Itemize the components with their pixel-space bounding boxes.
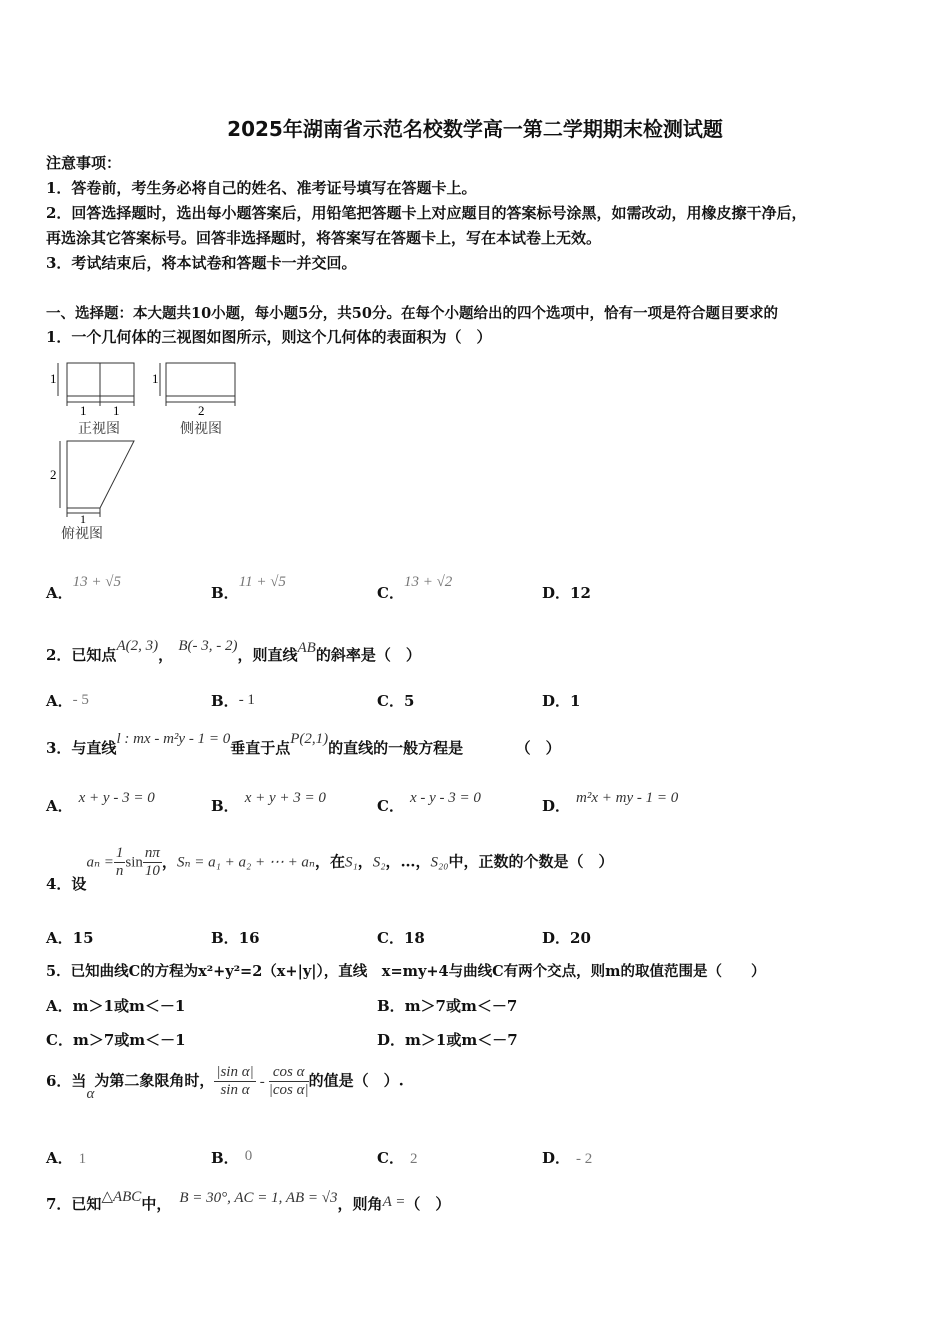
q4-s1: S₁	[345, 854, 358, 871]
front-dim-right: 1	[113, 403, 120, 418]
q6-fraction-2: $\frac{\text{cos α}}{\text{|cos α|}}$	[268, 1064, 309, 1098]
q5-option-d[interactable]: D．m＞1或m＜－7	[377, 1031, 518, 1049]
q6-stem: 6．当α为第二象限角时， $\frac{\text{|sin α|}}{\text{sin α}}$ - $\frac{\text{cos α}}{\text{|cos α|}}$ 的值是（ ）.	[46, 1064, 404, 1102]
q3-option-d[interactable]: D． m²x + my - 1 = 0	[542, 790, 679, 815]
q4-option-d-value: 20	[570, 929, 591, 947]
q4-option-c-value: 18	[403, 929, 425, 947]
side-view	[160, 363, 235, 406]
q2-point-b: B(- 3, - 2)	[178, 638, 238, 654]
q2-option-c[interactable]: C．5	[377, 692, 415, 710]
q4-s2: S₂	[372, 854, 386, 871]
q1-option-c[interactable]: C．13 + √2	[377, 574, 453, 602]
front-dim-height: 1	[50, 371, 57, 386]
q2-option-a-value: - 5	[72, 692, 89, 708]
q2-option-d[interactable]: D．1	[542, 692, 581, 710]
top-view	[60, 441, 134, 517]
top-dim-bottom: 1	[80, 512, 86, 526]
q5-option-d-value: m＞1或m＜－7	[405, 1031, 518, 1049]
q3-option-c-value: x - y - 3 = 0	[409, 790, 481, 806]
q2-stem: 2．已知点A(2, 3)， B(- 3, - 2)，则直线AB的斜率是（ ）	[46, 638, 421, 664]
top-dim-height: 2	[50, 467, 57, 482]
q4-fraction-npi10: $\frac{n\pi}{10}$	[144, 845, 160, 879]
q4-option-a[interactable]: A．15	[46, 929, 94, 947]
q6-option-a[interactable]: A． 1	[46, 1149, 87, 1167]
side-dim-width: 2	[198, 403, 205, 418]
q6-option-c[interactable]: C． 2	[377, 1149, 418, 1167]
q7-triangle: △ABC	[101, 1189, 142, 1205]
q4-stem: 4．设aₙ = $\frac{1}{n}$ sin $\frac{n\pi}{10}$ ，Sₙ = a₁ + a₂ + ⋯ + aₙ，在S₁，S₂，…，S₂₀中，正数的个数是（ ）	[46, 845, 614, 893]
q6-option-b-value: 0	[244, 1148, 253, 1164]
q2-option-a[interactable]: A．- 5	[46, 692, 89, 710]
q1-stem: 1．一个几何体的三视图如图所示，则这个几何体的表面积为（ ）	[46, 328, 492, 346]
q3-option-b[interactable]: B． x + y + 3 = 0	[211, 790, 326, 815]
q2-line: AB	[297, 640, 316, 656]
front-view	[58, 363, 134, 406]
q1-option-b[interactable]: B．11 + √5	[211, 574, 286, 602]
q1-option-c-value: 13 + √2	[403, 574, 453, 590]
q5-option-a-value: m＞1或m＜－1	[72, 997, 186, 1015]
q6-option-b[interactable]: B． 0	[211, 1148, 253, 1167]
q5-option-a[interactable]: A．m＞1或m＜－1	[46, 997, 186, 1015]
q3-option-a[interactable]: A． x + y - 3 = 0	[46, 790, 155, 815]
front-dim-left: 1	[80, 403, 87, 418]
q3-option-a-value: x + y - 3 = 0	[78, 790, 155, 806]
q5-option-c-value: m＞7或m＜－1	[72, 1031, 186, 1049]
q7-angle: A =	[382, 1194, 406, 1210]
q1-option-d-value: 12	[570, 584, 591, 602]
q1-option-a[interactable]: A．13 + √5	[46, 574, 121, 602]
q6-option-d-value: - 2	[576, 1151, 593, 1167]
q2-point-a: A(2, 3)	[116, 638, 159, 654]
q3-option-c[interactable]: C． x - y - 3 = 0	[377, 790, 481, 815]
q2-option-b-value: - 1	[238, 692, 255, 708]
q4-option-b-value: 16	[238, 929, 260, 947]
q3-point: P(2,1)	[290, 731, 329, 747]
q5-option-b-value: m＞7或m＜－7	[404, 997, 518, 1015]
q7-stem: 7．已知△ABC中， B = 30°, AC = 1, AB = √3，则角A =（ ）	[46, 1189, 451, 1213]
q2-option-c-value: 5	[403, 692, 415, 710]
q4-option-b[interactable]: B．16	[211, 929, 260, 947]
q4-option-d[interactable]: D．20	[542, 929, 591, 947]
q5-option-c[interactable]: C．m＞7或m＜－1	[46, 1031, 186, 1049]
q3-option-b-value: x + y + 3 = 0	[244, 790, 326, 806]
front-view-label: 正视图	[78, 422, 120, 437]
q5-option-b[interactable]: B．m＞7或m＜－7	[377, 997, 518, 1015]
q4-sn: Sₙ = a₁ + a₂ + ⋯ + aₙ	[176, 854, 316, 871]
q1-option-d[interactable]: D．12	[542, 584, 591, 602]
q5-stem: 5．已知曲线C的方程为x²+y²=2（x+|y|），直线 x=my+4与曲线C有两个交点，则m的取值范围是（ ）	[46, 963, 766, 980]
notice-heading: 注意事项：	[46, 154, 122, 172]
q3-stem: 3．与直线l : mx - m²y - 1 = 0垂直于点P(2,1)的直线的一般方程是 （ ）	[46, 731, 561, 757]
q4-an: aₙ =	[86, 854, 114, 871]
q4-option-c[interactable]: C．18	[377, 929, 425, 947]
notice-item-1: 1．答卷前，考生务必将自己的姓名、准考证号填写在答题卡上。	[46, 179, 477, 197]
q1-option-a-value: 13 + √5	[72, 574, 121, 590]
side-view-label: 侧视图	[180, 422, 222, 437]
q2-option-d-value: 1	[570, 692, 581, 710]
q2-option-b[interactable]: B．- 1	[211, 692, 255, 710]
notice-item-2-cont: 再选涂其它答案标号。回答非选择题时，将答案写在答题卡上，写在本试卷上无效。	[46, 229, 602, 247]
q3-option-d-value: m²x + my - 1 = 0	[576, 790, 679, 806]
notice-item-3: 3．考试结束后，将本试卷和答题卡一并交回。	[46, 254, 357, 272]
q6-option-a-value: 1	[78, 1151, 87, 1167]
page-title: 2025年湖南省示范名校数学高一第二学期期末检测试题	[227, 117, 723, 141]
three-view-figure	[46, 358, 246, 548]
q4-option-a-value: 15	[72, 929, 94, 947]
q4-fraction-1n: $\frac{1}{n}$	[115, 845, 124, 879]
top-view-label: 俯视图	[61, 527, 103, 542]
q6-option-d[interactable]: D． - 2	[542, 1149, 593, 1167]
q1-option-b-value: 11 + √5	[238, 574, 286, 590]
q7-conditions: B = 30°, AC = 1, AB = √3	[179, 1190, 338, 1206]
q4-s20: S₂₀	[430, 854, 449, 871]
notice-item-2: 2．回答选择题时，选出每小题答案后，用铅笔把答题卡上对应题目的答案标号涂黑，如需改动，用橡皮擦干净后，	[46, 204, 807, 222]
side-dim-height: 1	[152, 371, 159, 386]
section-heading: 一、选择题：本大题共10小题，每小题5分，共50分。在每个小题给出的四个选项中，恰有一项是符合题目要求的	[46, 305, 778, 322]
q4-sin: sin	[125, 854, 143, 871]
q6-fraction-1: $\frac{\text{|sin α|}}{\text{sin α}}$	[216, 1064, 254, 1098]
q6-alpha: α	[86, 1085, 95, 1102]
q6-option-c-value: 2	[409, 1151, 418, 1167]
q3-line-equation: l : mx - m²y - 1 = 0	[116, 731, 231, 747]
